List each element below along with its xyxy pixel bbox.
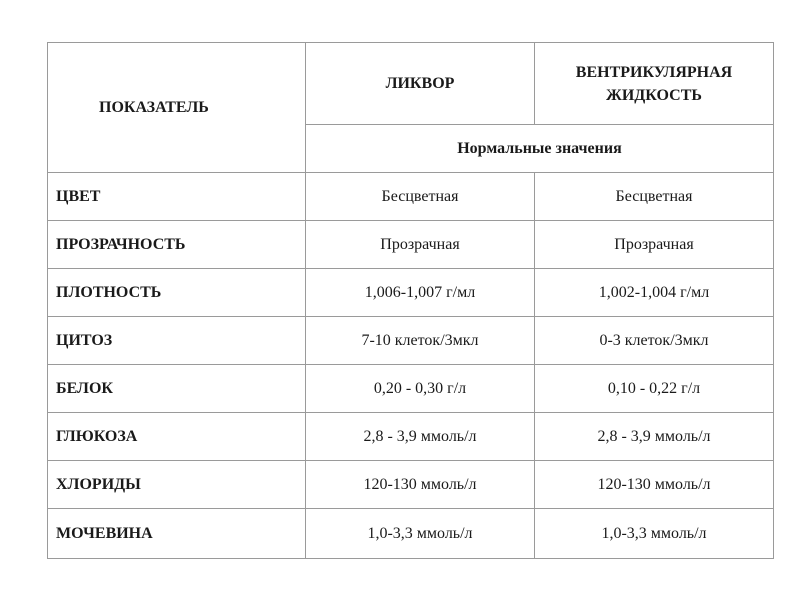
row-label: ЦИТОЗ (48, 317, 306, 365)
liquor-value: Прозрачная (306, 221, 535, 269)
table-row (48, 269, 774, 317)
liquor-value: Бесцветная (306, 173, 535, 221)
liquor-value: 0,20 - 0,30 г/л (306, 365, 535, 413)
liquor-value: 1,0-3,3 ммоль/л (306, 509, 535, 559)
table-row (48, 509, 774, 559)
ventricular-value: 0-3 клеток/3мкл (535, 317, 774, 365)
row-label: ЦВЕТ (48, 173, 306, 221)
table-row (48, 173, 774, 221)
header-normal-values: Нормальные значения (306, 125, 774, 173)
ventricular-value: 2,8 - 3,9 ммоль/л (535, 413, 774, 461)
table-row (48, 317, 774, 365)
row-label: ГЛЮКОЗА (48, 413, 306, 461)
csf-reference-table (47, 42, 774, 559)
ventricular-value: 120-130 ммоль/л (535, 461, 774, 509)
ventricular-value: 1,0-3,3 ммоль/л (535, 509, 774, 559)
liquor-value: 1,006-1,007 г/мл (306, 269, 535, 317)
ventricular-value: 1,002-1,004 г/мл (535, 269, 774, 317)
table-row (48, 461, 774, 509)
liquor-value: 120-130 ммоль/л (306, 461, 535, 509)
ventricular-value: 0,10 - 0,22 г/л (535, 365, 774, 413)
table-row (48, 365, 774, 413)
header-ventricular: ВЕНТРИКУЛЯРНАЯ ЖИДКОСТЬ (535, 43, 774, 125)
header-row (48, 43, 774, 125)
table-row (48, 221, 774, 269)
liquor-value: 7-10 клеток/3мкл (306, 317, 535, 365)
table-row (48, 413, 774, 461)
row-label: ПРОЗРАЧНОСТЬ (48, 221, 306, 269)
ventricular-value: Прозрачная (535, 221, 774, 269)
row-label: ХЛОРИДЫ (48, 461, 306, 509)
header-parameter: ПОКАЗАТЕЛЬ (48, 43, 306, 173)
row-label: БЕЛОК (48, 365, 306, 413)
row-label: МОЧЕВИНА (48, 509, 306, 559)
liquor-value: 2,8 - 3,9 ммоль/л (306, 413, 535, 461)
header-liquor: ЛИКВОР (306, 43, 535, 125)
row-label: ПЛОТНОСТЬ (48, 269, 306, 317)
ventricular-value: Бесцветная (535, 173, 774, 221)
